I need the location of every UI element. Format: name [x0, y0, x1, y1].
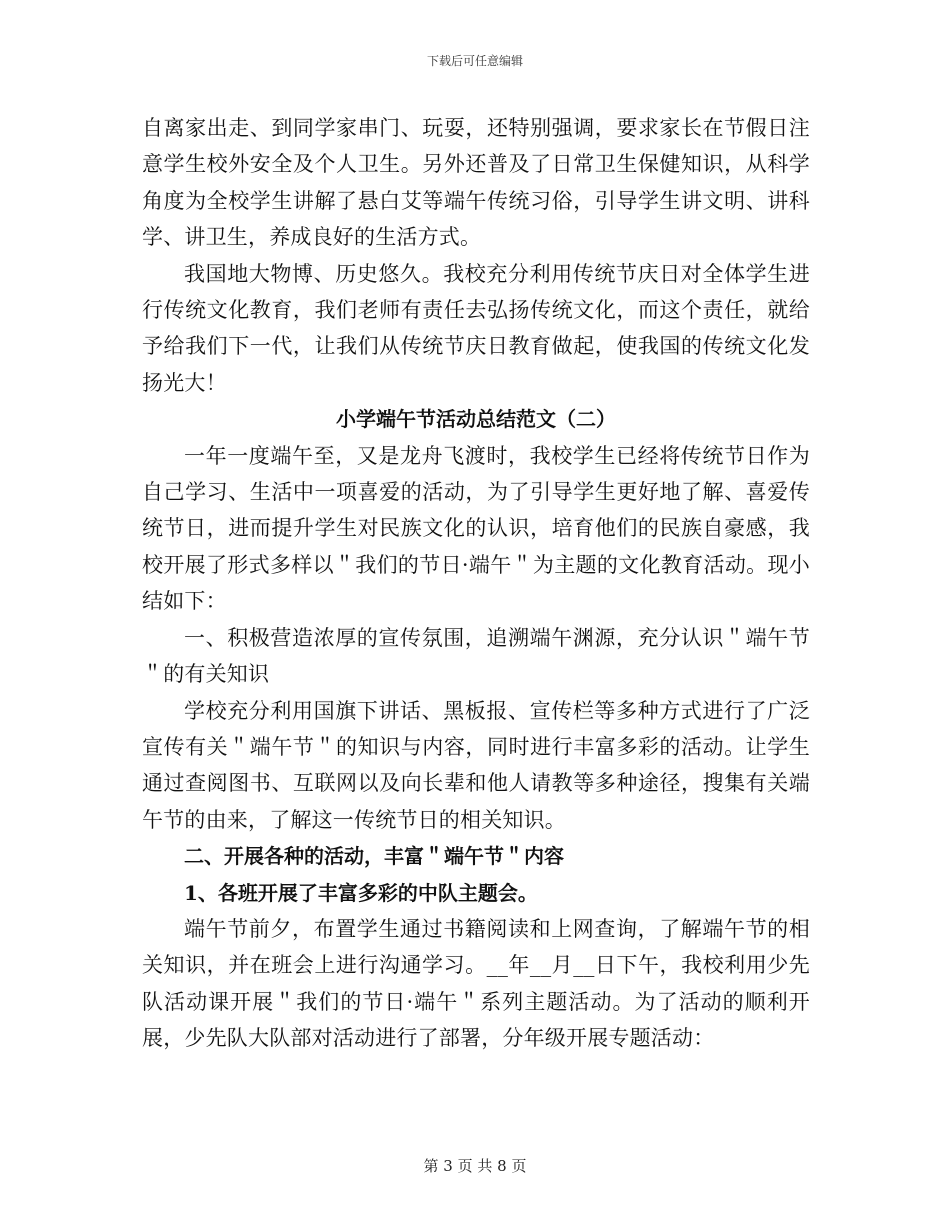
- paragraph-activities: 端午节前夕，布置学生通过书籍阅读和上网查询，了解端午节的相关知识，并在班会上进行沟通学习。__年__月__日下午，我校利用少先队活动课开展＂我们的节日·端午＂系列主题活动。为了活动的顺利开展，少先队大队部对活动进行了部署，分年级开展专题活动：: [142, 916, 810, 1051]
- page-number: 第 3 页 共 8 页: [423, 1157, 527, 1175]
- paragraph-intro: 一年一度端午至，又是龙舟飞渡时，我校学生已经将传统节日作为自己学习、生活中一项喜爱的活动，为了引导学生更好地了解、喜爱传统节日，进而提升学生对民族文化的认识，培育他们的民族自豪感，我校开展了形式多样以＂我们的节日·端午＂为主题的文化教育活动。现小结如下：: [142, 443, 810, 614]
- paragraph-safety: 自离家出走、到同学家串门、玩耍，还特别强调，要求家长在节假日注意学生校外安全及个人卫生。另外还普及了日常卫生保健知识，从科学角度为全校学生讲解了悬白艾等端午传统习俗，引导学生讲文明、讲科学、讲卫生，养成良好的生活方式。: [142, 116, 810, 250]
- document-body: [142, 110, 810, 1057]
- download-note: 下载后可任意编辑: [426, 54, 523, 68]
- paragraph-culture: 我国地大物博、历史悠久。我校充分利用传统节庆日对全体学生进行传统文化教育，我们老师有责任去弘扬传统文化，而这个责任，就给予给我们下一代，让我们从传统节庆日教育做起，使我国的传统文化发扬光大！: [142, 261, 810, 395]
- paragraph-publicity: 学校充分利用国旗下讲话、黑板报、宣传栏等多种方式进行了广泛宣传有关＂端午节＂的知识与内容，同时进行丰富多彩的活动。让学生通过查阅图书、互联网以及向长辈和他人请教等多种途径，搜集有关端午节的由来，了解这一传统节日的相关知识。: [142, 698, 810, 832]
- section-title: 小学端午节活动总结范文（二）: [336, 407, 616, 432]
- paragraph-heading-one: 一、积极营造浓厚的宣传氛围，追溯端午渊源，充分认识＂端午节＂的有关知识: [142, 625, 810, 687]
- heading-three: 1、各班开展了丰富多彩的中队主题会。: [184, 880, 538, 905]
- heading-two: 二、开展各种的活动，丰富＂端午节＂内容: [184, 844, 564, 869]
